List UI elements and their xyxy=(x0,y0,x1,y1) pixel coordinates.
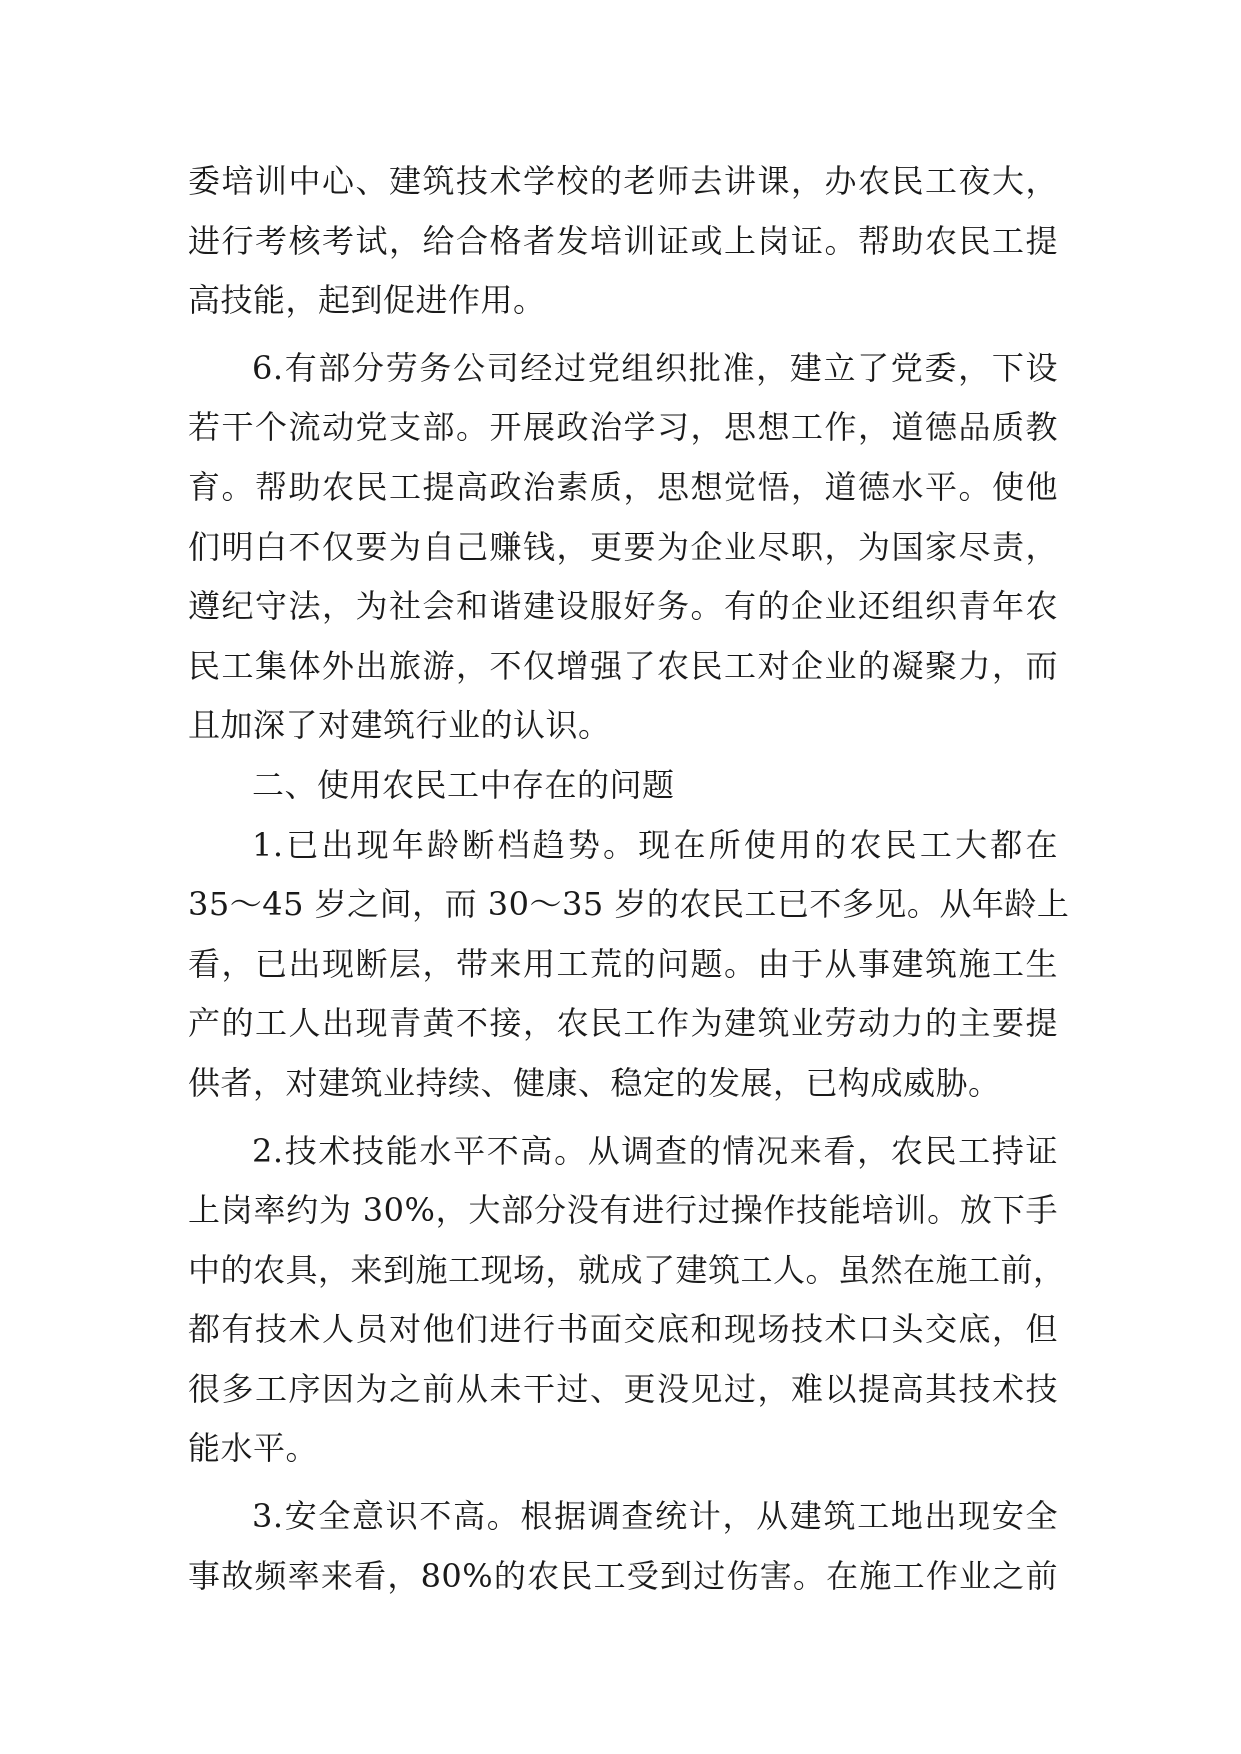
text-line: 能水平。 xyxy=(188,1429,319,1468)
text-line: 看，已出现断层，带来用工荒的问题。由于从事建筑施工生 xyxy=(188,944,1058,983)
text-line: 供者，对建筑业持续、健康、稳定的发展，已构成威胁。 xyxy=(188,1063,1001,1102)
text-line: 6.有部分劳务公司经过党组织批准，建立了党委，下设 xyxy=(252,348,1058,387)
text-line: 民工集体外出旅游，不仅增强了农民工对企业的凝聚力，而 xyxy=(188,646,1058,685)
text-line: 进行考核考试，给合格者发培训证或上岗证。帮助农民工提 xyxy=(188,221,1058,260)
text-line: 育。帮助农民工提高政治素质，思想觉悟，道德水平。使他 xyxy=(188,467,1058,506)
text-line: 3.安全意识不高。根据调查统计，从建筑工地出现安全 xyxy=(252,1497,1058,1536)
text-line: 2.技术技能水平不高。从调查的情况来看，农民工持证 xyxy=(252,1131,1058,1170)
text-line: 35～45 岁之间，而 30～35 岁的农民工已不多见。从年龄上 xyxy=(188,885,1070,924)
text-line: 且加深了对建筑行业的认识。 xyxy=(188,706,611,745)
text-line: 上岗率约为 30%，大部分没有进行过操作技能培训。放下手 xyxy=(188,1191,1058,1230)
text-line: 都有技术人员对他们进行书面交底和现场技术口头交底，但 xyxy=(188,1310,1058,1349)
text-line: 产的工人出现青黄不接，农民工作为建筑业劳动力的主要提 xyxy=(188,1004,1058,1043)
text-line: 委培训中心、建筑技术学校的老师去讲课，办农民工夜大， xyxy=(188,162,1058,200)
text-line: 1.已出现年龄断档趋势。现在所使用的农民工大都在 xyxy=(252,825,1058,864)
text-line: 高技能，起到促进作用。 xyxy=(188,281,546,320)
text-line: 很多工序因为之前从未干过、更没见过，难以提高其技术技 xyxy=(188,1369,1058,1408)
text-line: 中的农具，来到施工现场，就成了建筑工人。虽然在施工前， xyxy=(188,1250,1066,1289)
document-body xyxy=(188,152,1070,1606)
text-line: 二、使用农民工中存在的问题 xyxy=(252,765,675,804)
text-line: 们明白不仅要为自己赚钱，更要为企业尽职，为国家尽责， xyxy=(188,527,1058,566)
text-line: 若干个流动党支部。开展政治学习，思想工作，道德品质教 xyxy=(188,408,1058,447)
text-line: 遵纪守法，为社会和谐建设服好务。有的企业还组织青年农 xyxy=(188,587,1058,626)
text-line: 事故频率来看，80%的农民工受到过伤害。在施工作业之前 xyxy=(188,1556,1058,1595)
